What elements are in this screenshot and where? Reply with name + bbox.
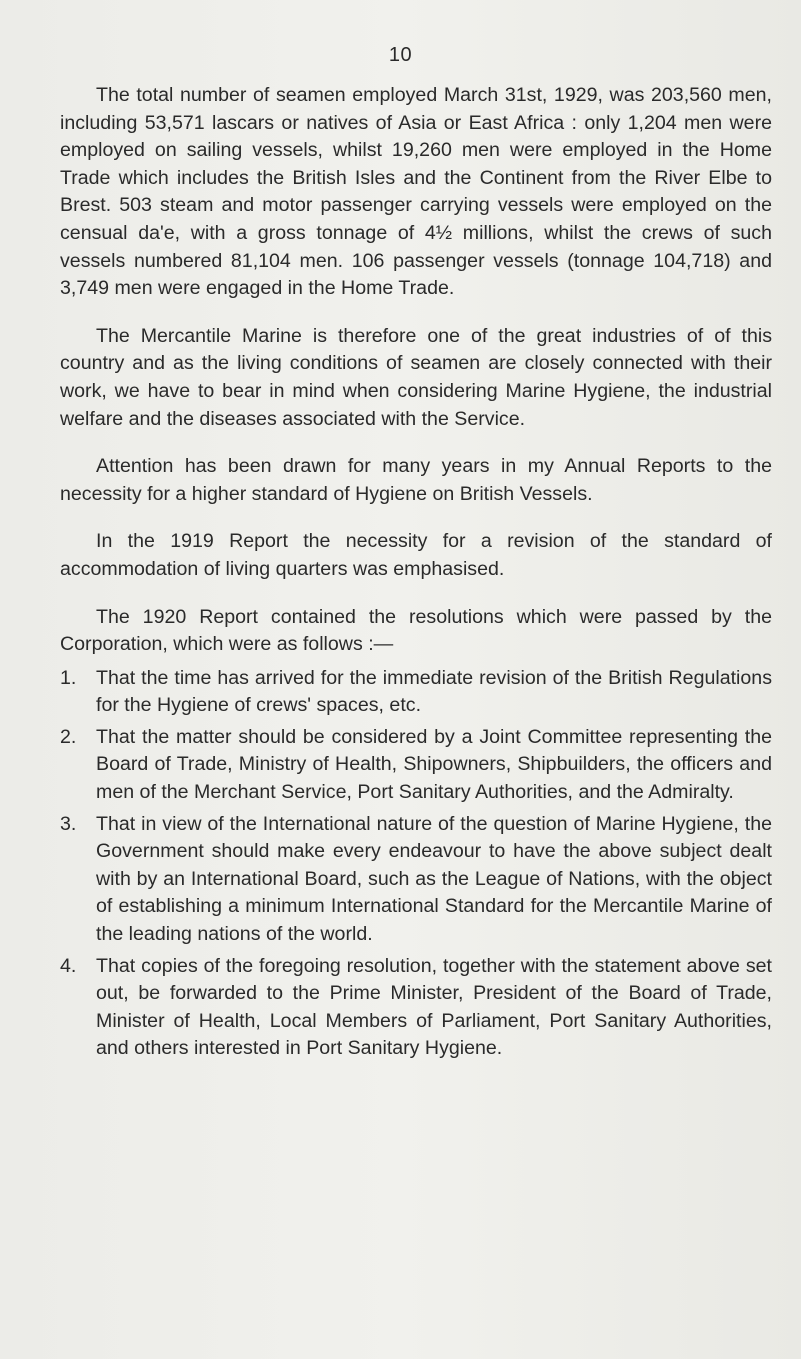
list-item-number: 4. [60,954,77,977]
list-item-text: That copies of the foregoing resolution, together with the statement above set out, be forwarded to the Prime Minister, President of the Board of Trade, Minister of Health, Local Members of Parliament, Port Sanitary Authorities, and others interested in Port Sanitary Hygiene. [96,954,772,1060]
list-item-number: 1. [60,666,77,689]
list-item [60,953,772,1063]
list-item [60,665,772,720]
paragraph-1920-report: The 1920 Report contained the resolutions which were passed by the Corporation, which were as follows :— [60,605,772,656]
list-item-text: That the time has arrived for the immediate revision of the British Regulations for the Hygiene of crews' spaces, etc. [96,666,772,717]
list-item-number: 3. [60,812,77,835]
page-number: 10 [388,44,413,66]
paragraph-annual-reports: Attention has been drawn for many years in my Annual Reports to the necessity for a higher standard of Hygiene on British Vessels. [60,455,772,505]
paragraph-mercantile-marine: The Mercantile Marine is therefore one of the great industries of of this country and as the living conditions of seamen are closely connected with their work, we have to bear in mind when considering Marine Hygiene, the industrial welfare and the diseases associated with the Service. [60,324,772,430]
resolutions-list [60,665,772,1063]
list-item-number: 2. [60,725,77,748]
body-text [60,82,772,1067]
paragraph-1919-report: In the 1919 Report the necessity for a revision of the standard of accommodation of living quarters was emphasised. [60,530,772,580]
list-item-text: That the matter should be considered by a Joint Committee representing the Board of Trade, Ministry of Health, Shipowners, Shipbuilders, the officers and men of the Merchant Service, Port Sanitary Authorities, and the Admiralty. [96,725,772,804]
list-item [60,724,772,807]
list-item-text: That in view of the International nature of the question of Marine Hygiene, the Government should make every endeavour to have the above subject dealt with by an International Board, such as the League of Nations, with the object of establishing a minimum International Standard for the Mercantile Marine of the leading nations of the world. [96,812,772,946]
paragraph-seamen-statistics: The total number of seamen employed March 31st, 1929, was 203,560 men, including 53,571 lascars or natives of Asia or East Africa : only 1,204 men were employed on sailing vessels, whilst 19,260 men were employed in the Home Trade which includes the British Isles and the Continent from the River Elbe to Brest. 503 steam and motor passenger carrying vessels were employed on the censual da'e, with a gross tonnage of 4½ millions, whilst the crews of such vessels numbered 81,104 men. 106 passenger vessels (tonnage 104,718) and 3,749 men were engaged in the Home Trade. [60,84,772,300]
list-item [60,811,772,949]
